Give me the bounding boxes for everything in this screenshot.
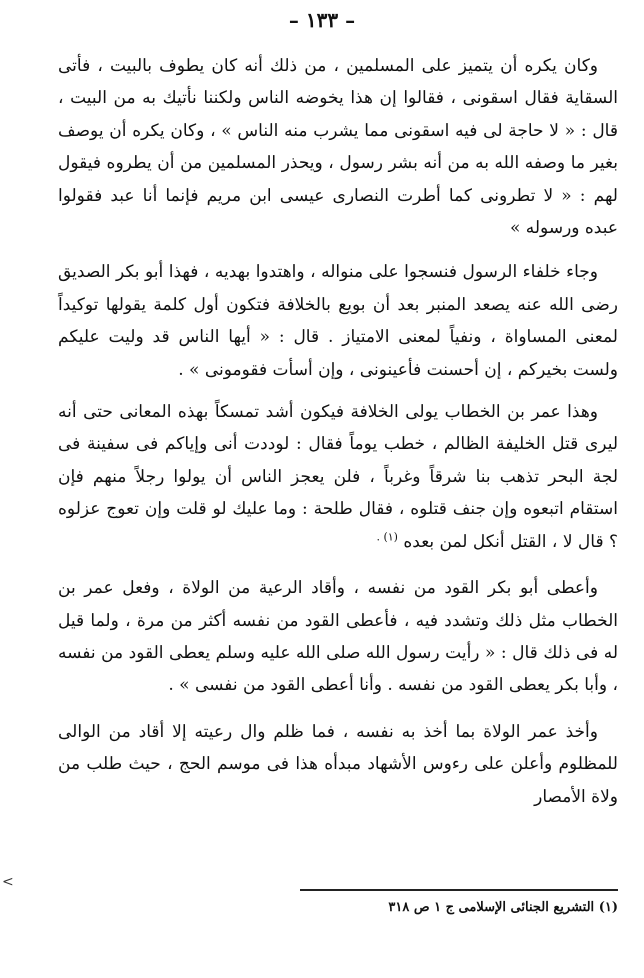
paragraph-5-text: وأخذ عمر الولاة بما أخذ به نفسه ، فما ظلم وال رعيته إلا أقاد من الوالى للمظلوم وأعلن على رءوس الأشهاد مبدأه هذا فى موسم الحج ، حيث طلب من ولاة الأمصار	[58, 721, 618, 807]
paragraph-5	[58, 716, 618, 813]
paragraph-1	[58, 50, 618, 244]
paragraph-3-text: وهذا عمر بن الخطاب يولى الخلافة فيكون أشد تمسكاً بهذه المعانى حتى أنه ليرى قتل الخليفة الظالم ، خطب يوماً فقال : لوددت أنى وإياكم فى سفينة فى لجة البحر تذهب بنا شرقاً وغرباً ، فلن يعجز الناس أن يولوا رجلاً منهم فإن استقام اتبعوه وإن جنف قتلوه ، فقال طلحة : وما عليك لو قلت وإن تعوج عزلوه ؟ قال لا ، القتل أنكل لمن بعده	[58, 402, 618, 552]
paragraph-1-text: وكان يكره أن يتميز على المسلمين ، من ذلك أنه كان يطوف بالبيت ، فأتى السقاية فقال اسقونى ، فقالوا إن هذا يخوضه الناس ولكننا نأتيك به من البيت ، قال : « لا حاجة لى فيه اسقونى مما يشرب منه الناس » ، وكان يكره أن يوصف بغير ما وصفه الله به من أنه بشر رسول ، ويحذر المسلمين من أن يطروه فيقول لهم : « لا تطرونى كما أطرت النصارى عيسى ابن مريم فإنما أنا عبد فقولوا عبده ورسوله »	[58, 56, 618, 239]
footnote-divider	[300, 889, 618, 891]
paragraph-2-text: وجاء خلفاء الرسول فنسجوا على منواله ، واهتدوا بهديه ، فهذا أبو بكر الصديق رضى الله عنه يصعد المنبر بعد أن بويع بالخلافة فتكون أول كلمة يقولها توكيداً لمعنى المساواة ، ونفياً لمعنى الامتياز . قال : « أيها الناس قد وليت عليكم ولست بخيركم ، إن أحسنت فأعينونى ، وإن أسأت فقومونى » .	[58, 262, 618, 380]
body-text	[58, 50, 618, 825]
paragraph-2	[58, 256, 618, 386]
footnote-reference: (١) .	[376, 530, 398, 544]
paragraph-3	[58, 396, 618, 558]
page-number: – ١٣٣ –	[288, 8, 356, 32]
margin-mark: <	[2, 874, 14, 890]
footnote: (١) التشريع الجنائى الإسلامى ج ١ ص ٣١٨	[388, 900, 618, 915]
paragraph-4-text: وأعطى أبو بكر القود من نفسه ، وأقاد الرعية من الولاة ، وفعل عمر بن الخطاب مثل ذلك وتشدد فيه ، فأعطى القود من نفسه أكثر من مرة ، ولما قيل له فى ذلك قال : « رأيت رسول الله صلى الله عليه وسلم يعطى القود من نفسه ، وأبا بكر يعطى القود من نفسه . وأنا أعطى القود من نفسى » .	[58, 578, 618, 696]
paragraph-4	[58, 572, 618, 702]
